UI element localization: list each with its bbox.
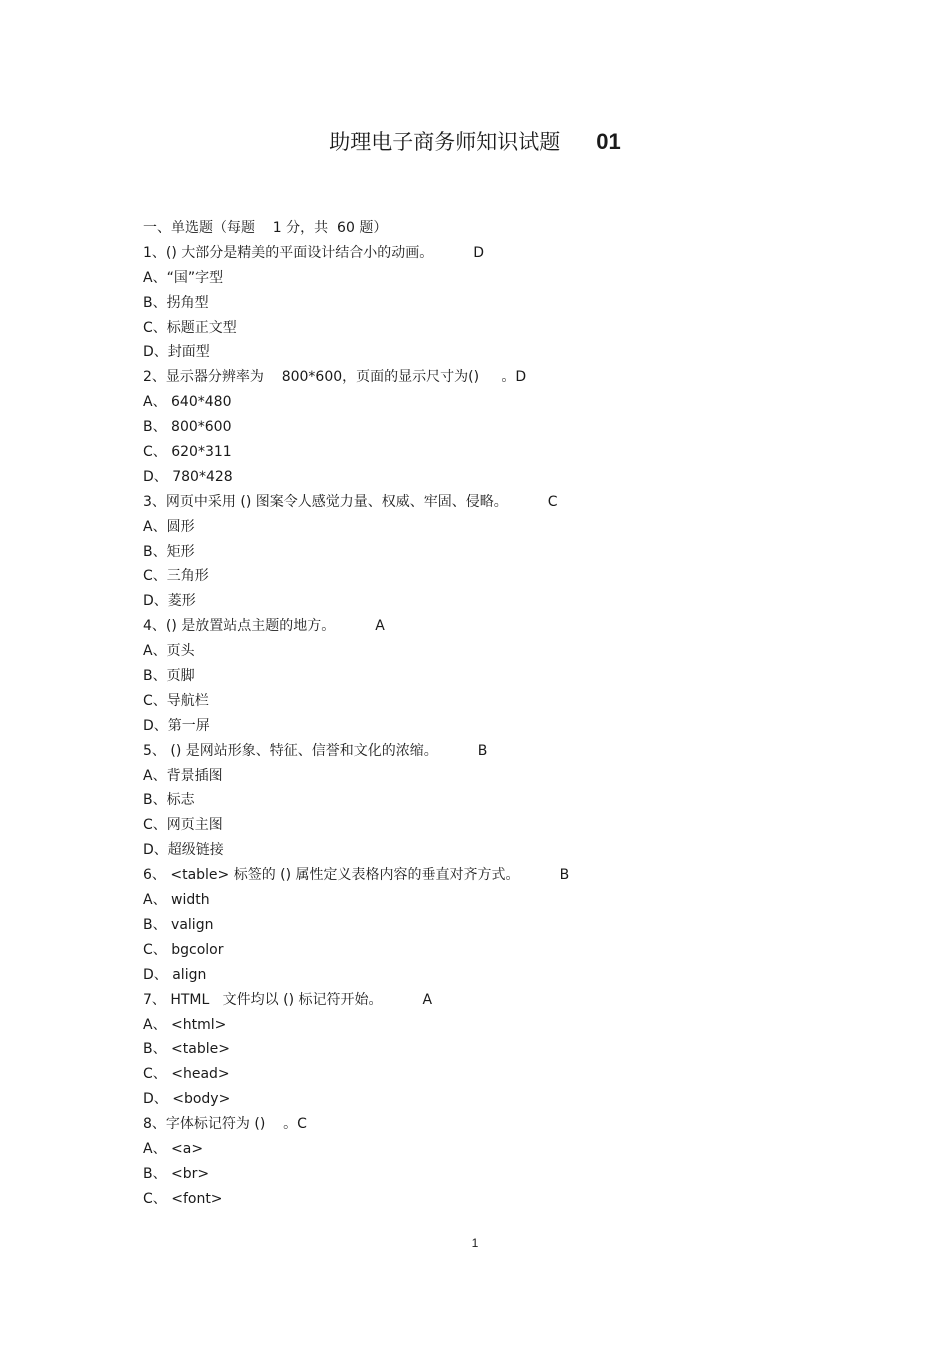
answer-option: B、标志 [143, 792, 195, 809]
answer-key: A [422, 991, 433, 1008]
question-stem [143, 739, 823, 764]
answer-option: C、 <head> [143, 1066, 230, 1083]
question-text: 7、 HTML 文件均以 () 标记符开始。 [143, 991, 383, 1008]
question-text: 2、显示器分辨率为 800*600，页面的显示尺寸为() 。D [143, 369, 527, 386]
answer-option: A、 <a> [143, 1140, 204, 1157]
answer-option: D、菱形 [143, 593, 196, 610]
answer-option: D、封面型 [143, 344, 210, 361]
page-title [0, 124, 950, 160]
answer-option: A、圆形 [143, 518, 195, 535]
answer-option: B、 800*600 [143, 419, 232, 436]
question-stem [143, 614, 823, 639]
question-stem [143, 988, 823, 1013]
answer-key: A [375, 618, 385, 635]
question-stem [143, 1112, 823, 1137]
question-text: 8、字体标记符为 () 。C [143, 1116, 307, 1133]
answer-key: D [473, 244, 485, 261]
question-text: 5、 () 是网站形象、特征、信誉和文化的浓缩。 [143, 742, 438, 759]
answer-option: A、 <html> [143, 1016, 227, 1033]
answer-option: C、导航栏 [143, 692, 209, 709]
answer-option: B、拐角型 [143, 294, 209, 311]
answer-option: D、 <body> [143, 1091, 231, 1108]
answer-option: D、 align [143, 966, 207, 983]
answer-option: A、页头 [143, 643, 195, 660]
question-text: 1、() 大部分是精美的平面设计结合小的动画。 [143, 244, 434, 261]
answer-option: C、网页主图 [143, 817, 223, 834]
question-list [143, 216, 823, 1212]
answer-option: C、三角形 [143, 568, 209, 585]
answer-option: D、 780*428 [143, 468, 233, 485]
answer-option: C、 620*311 [143, 444, 232, 461]
answer-option: D、第一屏 [143, 717, 210, 734]
answer-option: B、矩形 [143, 543, 195, 560]
answer-option: A、 640*480 [143, 394, 232, 411]
question-stem [143, 863, 823, 888]
question-text: 6、 <table> 标签的 () 属性定义表格内容的垂直对齐方式。 [143, 867, 520, 884]
answer-key: C [547, 493, 558, 510]
section-heading: 一、单选题（每题 1 分，共 60 题） [143, 220, 388, 236]
answer-option: B、 <table> [143, 1041, 230, 1058]
answer-option: A、背景插图 [143, 767, 223, 784]
page-number: 1 [471, 1236, 479, 1250]
question-stem [143, 490, 823, 515]
answer-option: C、标题正文型 [143, 319, 237, 336]
answer-option: C、 bgcolor [143, 941, 224, 958]
answer-option: D、超级链接 [143, 842, 224, 859]
title-text: 助理电子商务师知识试题 [329, 130, 561, 154]
question-stem [143, 365, 823, 390]
answer-option: A、 width [143, 892, 210, 909]
question-text: 3、网页中采用 () 图案令人感觉力量、权威、牢固、侵略。 [143, 493, 508, 510]
answer-option: B、 valign [143, 916, 214, 933]
title-number: 01 [596, 129, 621, 154]
question-text: 4、() 是放置站点主题的地方。 [143, 618, 336, 635]
answer-option: B、 <br> [143, 1165, 210, 1182]
answer-option: A、“国”字型 [143, 269, 224, 286]
answer-key: B [477, 742, 488, 759]
answer-key: B [559, 867, 570, 884]
answer-option: B、页脚 [143, 668, 195, 685]
answer-option: C、 <font> [143, 1190, 223, 1207]
question-stem [143, 241, 823, 266]
